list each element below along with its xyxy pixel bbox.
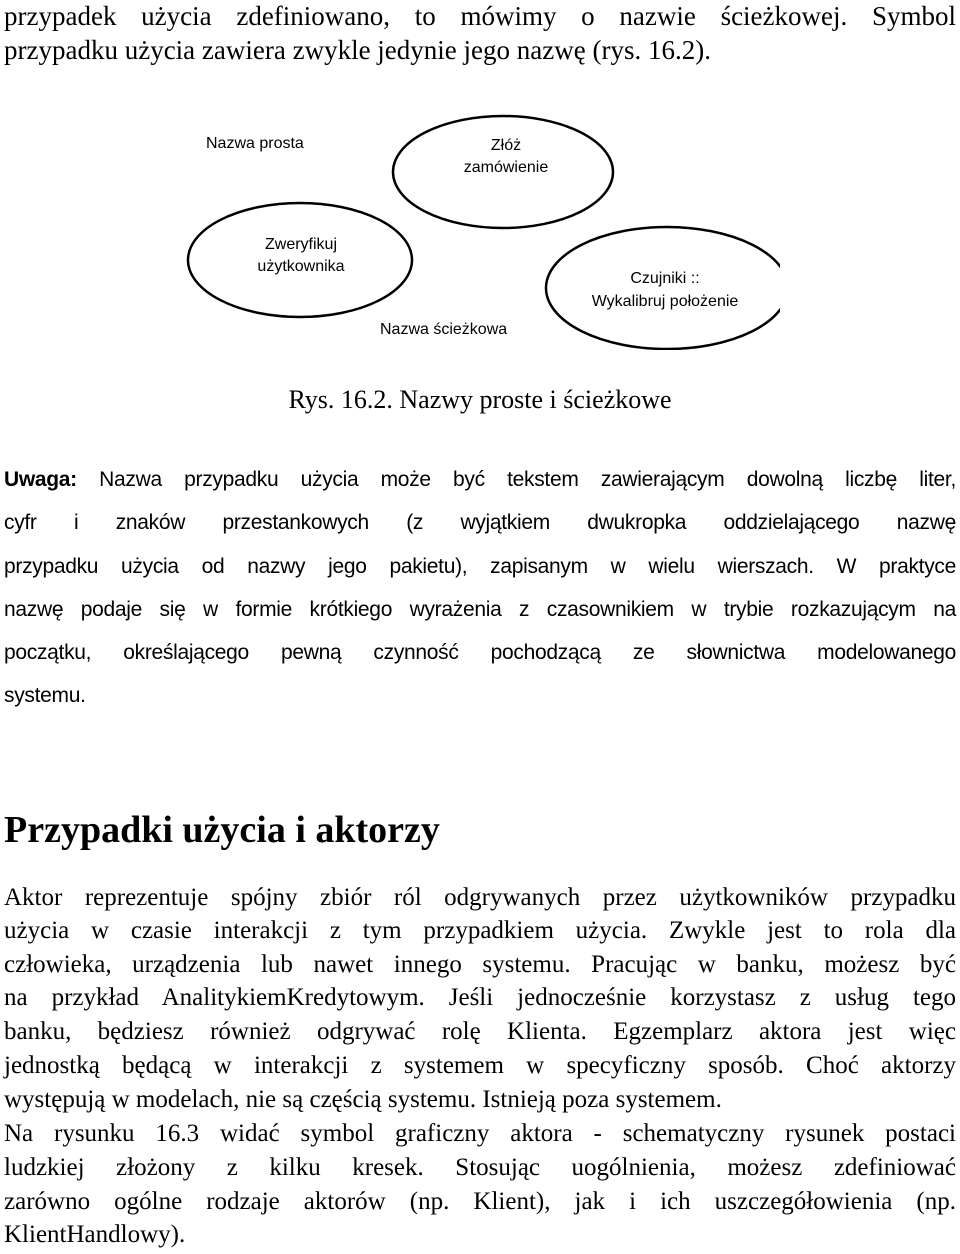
note-line: systemu. [4, 684, 86, 707]
use-case-calibrate-position-line1: Czujniki :: [630, 270, 700, 287]
body-line: Aktor reprezentuje spójny zbiór ról odgrywanych przez użytkowników przypadku [4, 884, 956, 911]
use-case-calibrate-position [546, 227, 780, 349]
note-line [4, 467, 956, 493]
use-case-verify-user-line1: Zweryfikuj [264, 236, 338, 253]
body-line: banku, będziesz również odgrywać rolę Klienta. Egzemplarz aktora jest więc [4, 1018, 956, 1045]
body-line: Na rysunku 16.3 widać symbol graficzny aktora - schematyczny rysunek postaci [4, 1120, 956, 1147]
body-line: zarówno ogólne rodzaje aktorów (np. Klient), jak i ich uszczegółowienia (np. [4, 1188, 956, 1215]
body-line: człowieka, urządzenia lub nawet innego systemu. Pracując w banku, możesz być [4, 951, 956, 978]
use-case-place-order-line2: zamówienie [463, 159, 549, 176]
note-line: cyfr i znaków przestankowych (z wyjątkiem dwukropka oddzielającego nazwę [4, 511, 956, 534]
body-line: jednostką będącą w interakcji z systemem w specyficzny sposób. Choć aktorzy [4, 1052, 956, 1079]
note-line-text: Nazwa przypadku użycia może być tekstem zawierającym dowolną liczbę liter, [76, 468, 956, 491]
section-heading: Przypadki użycia i aktorzy [4, 809, 440, 851]
note-line: nazwę podaje się w formie krótkiego wyrażenia z czasownikiem w trybie rozkazującym na [4, 598, 956, 621]
note-line: początku, określającego pewną czynność pochodzącą ze słownictwa modelowanego [4, 641, 956, 664]
note-label: Uwaga: [4, 468, 77, 491]
figure-caption: Rys. 16.2. Nazwy proste i ścieżkowe [288, 385, 672, 414]
label-path-name: Nazwa ścieżkowa [380, 321, 508, 338]
intro-line: przypadek użycia zdefiniowano, to mówimy o nazwie ścieżkowej. Symbol [4, 1, 956, 31]
use-case-calibrate-position-line2: Wykalibruj położenie [591, 293, 739, 310]
intro-line: przypadku użycia zawiera zwykle jedynie jego nazwę (rys. 16.2). [4, 35, 711, 65]
label-simple-name: Nazwa prosta [206, 135, 304, 152]
use-case-names-figure [180, 110, 780, 350]
use-case-place-order-line1: Złóż [490, 137, 522, 154]
body-line: użycia w czasie interakcji z tym przypadkiem użycia. Zwykle jest to rola dla [4, 917, 956, 944]
body-line: na przykład AnalitykiemKredytowym. Jeśli jednocześnie korzystasz z usług tego [4, 984, 956, 1011]
body-line: ludzkiej złożony z kilku kresek. Stosując uogólnienia, możesz zdefiniować [4, 1154, 956, 1181]
note-line: przypadku użycia od nazwy jego pakietu), zapisanym w wielu wierszach. W praktyce [4, 555, 956, 578]
body-line: występują w modelach, nie są częścią systemu. Istnieją poza systemem. [4, 1086, 722, 1113]
body-line: KlientHandlowy). [4, 1221, 186, 1248]
use-case-verify-user-line2: użytkownika [257, 258, 345, 275]
